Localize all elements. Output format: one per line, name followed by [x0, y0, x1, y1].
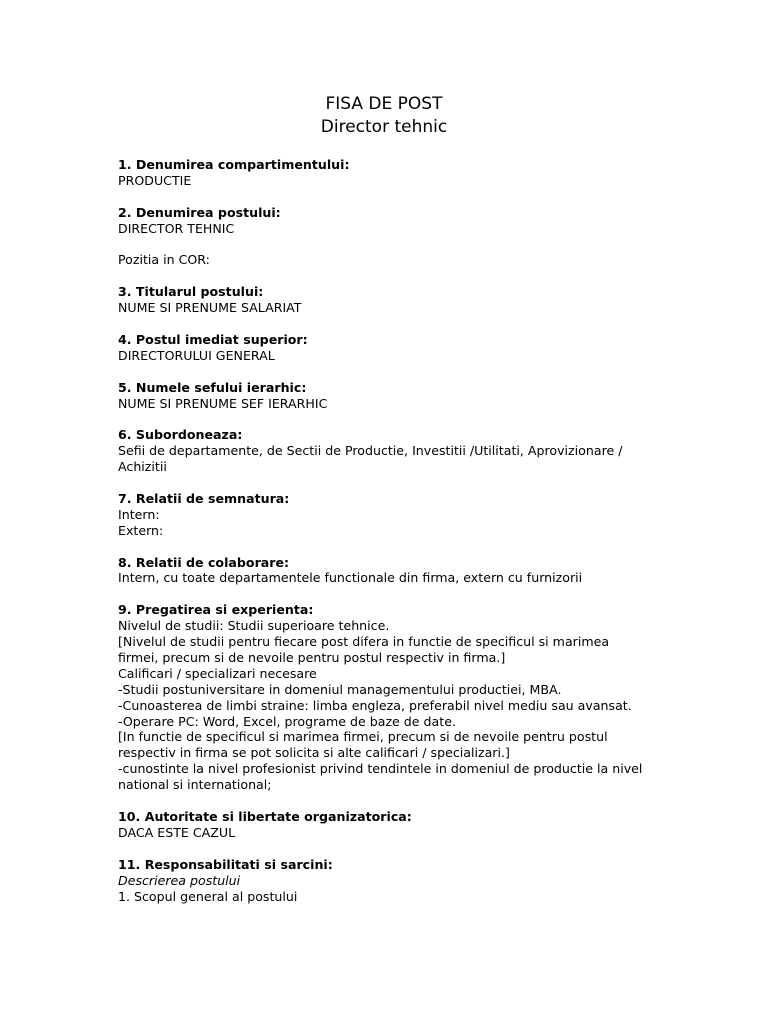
semnatura-extern: Extern: [118, 522, 164, 538]
pregatire-line: Nivelul de studii: Studii superioare tehnice. [118, 618, 390, 634]
section-sef [118, 380, 653, 412]
section-heading: 3. Titularul postului: [118, 284, 264, 300]
section-value: Intern, cu toate departamentele functionale din firma, extern cu furnizorii [118, 570, 583, 586]
pregatire-line: [Nivelul de studii pentru fiecare post difera in functie de specificul si marimea firmei, precum si de nevoile pentru postul respectiv in firma.] [118, 634, 610, 665]
section-value: DIRECTOR TEHNIC [118, 220, 235, 236]
section-value: Sefii de departamente, de Sectii de Productie, Investitii /Utilitati, Aprovizionare / Achizitii [118, 443, 623, 475]
section-semnatura [118, 491, 653, 539]
section-value: DACA ESTE CAZUL [118, 824, 236, 840]
section-colaborare [118, 555, 653, 587]
title-block [0, 93, 768, 139]
responsabilitati-subheading: Descrierea postului [118, 872, 241, 888]
section-value: DIRECTORULUI GENERAL [118, 347, 275, 363]
semnatura-intern: Intern: [118, 506, 160, 522]
section-value: NUME SI PRENUME SALARIAT [118, 300, 302, 316]
section-autoritate [118, 809, 653, 841]
section-heading: 11. Responsabilitati si sarcini: [118, 856, 333, 872]
pregatire-line: -Cunoasterea de limbi straine: limba engleza, preferabil nivel mediu sau avansat. [118, 697, 632, 713]
section-superior [118, 332, 653, 364]
responsabilitati-item: 1. Scopul general al postului [118, 888, 298, 904]
section-compartiment [118, 157, 653, 189]
section-pregatire [118, 602, 653, 793]
section-heading: 6. Subordoneaza: [118, 427, 243, 443]
section-value: PRODUCTIE [118, 172, 192, 188]
section-value: NUME SI PRENUME SEF IERARHIC [118, 395, 328, 411]
section-post [118, 205, 653, 237]
pregatire-line: Calificari / specializari necesare [118, 665, 317, 681]
section-heading: 4. Postul imediat superior: [118, 331, 308, 347]
pregatire-line: -Studii postuniversitare in domeniul managementului productiei, MBA. [118, 681, 562, 697]
document-body [118, 157, 653, 920]
section-titular [118, 284, 653, 316]
section-heading: 9. Pregatirea si experienta: [118, 602, 314, 618]
pregatire-line: [In functie de specificul si marimea firmei, precum si de nevoile pentru postul respectiv in firma se pot solicita si alte calificari / specializari.] [118, 729, 608, 761]
section-heading: 1. Denumirea compartimentului: [118, 157, 350, 172]
section-cor [118, 252, 653, 268]
pregatire-line: -Operare PC: Word, Excel, programe de baze de date. [118, 713, 456, 729]
cor-text: Pozitia in COR: [118, 252, 210, 268]
section-responsabilitati [118, 857, 653, 905]
section-heading: 10. Autoritate si libertate organizatorica: [118, 809, 412, 824]
document-title: FISA DE POST [325, 94, 443, 114]
section-subordonare [118, 427, 653, 475]
section-heading: 2. Denumirea postului: [118, 204, 281, 220]
section-heading: 5. Numele sefului ierarhic: [118, 379, 307, 395]
document-subtitle: Director tehnic [320, 117, 448, 137]
section-heading: 8. Relatii de colaborare: [118, 554, 290, 570]
section-heading: 7. Relatii de semnatura: [118, 490, 290, 506]
pregatire-line: -cunostinte la nivel profesionist privind tendintele in domeniul de productie la nivel national si international; [118, 761, 643, 793]
